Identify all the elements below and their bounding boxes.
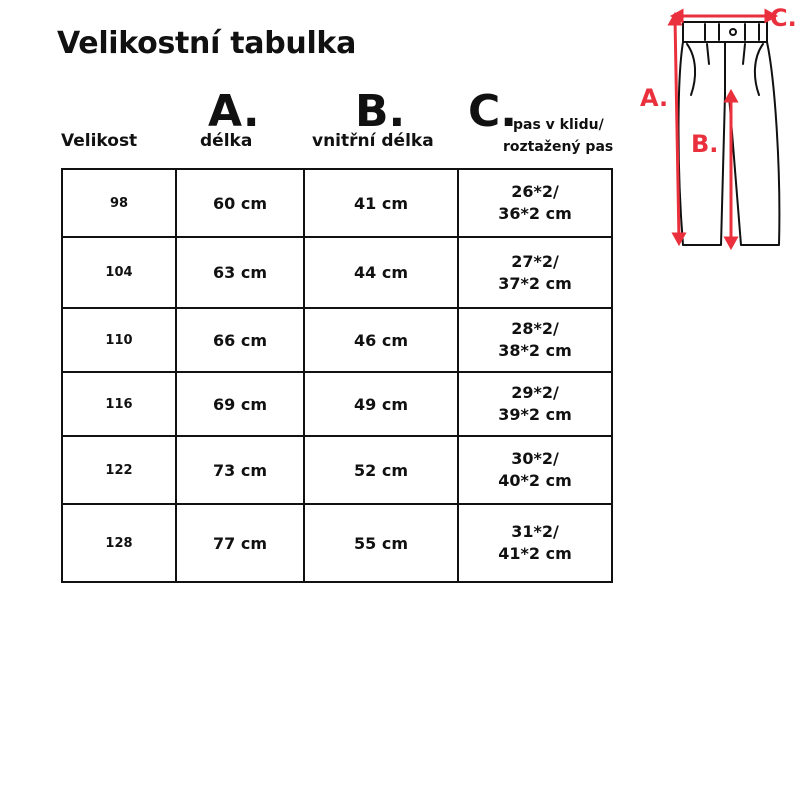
length-cell-value: 60 cm bbox=[213, 193, 267, 213]
waist-value: 39*2 cm bbox=[498, 405, 572, 424]
length-cell-value: 63 cm bbox=[213, 263, 267, 282]
waist-cell bbox=[458, 504, 612, 582]
waist-value: 28*2/ bbox=[511, 319, 559, 338]
column-a-letter: A. bbox=[208, 86, 260, 137]
waist-value: 38*2 cm bbox=[498, 341, 572, 360]
table-row bbox=[62, 436, 612, 504]
length-cell bbox=[176, 504, 304, 582]
waist-value: 36*2 cm bbox=[498, 204, 572, 223]
column-b-header: vnitřní délka bbox=[312, 131, 434, 151]
size-cell bbox=[62, 436, 176, 504]
waist-cell bbox=[458, 169, 612, 237]
column-c-letter: C. bbox=[468, 86, 518, 137]
inner-length-cell-value: 41 cm bbox=[354, 193, 408, 213]
table-row bbox=[62, 504, 612, 582]
column-c-header-line1: pas v klidu/ bbox=[513, 117, 604, 133]
size-cell bbox=[62, 169, 176, 237]
inner-length-cell bbox=[304, 372, 458, 436]
inner-length-cell bbox=[304, 237, 458, 308]
table-row bbox=[62, 308, 612, 372]
column-c-header-line2: roztažený pas bbox=[503, 139, 614, 155]
size-cell-value: 116 bbox=[105, 396, 133, 412]
waist-value: 37*2 cm bbox=[498, 273, 572, 293]
length-cell-value: 69 cm bbox=[213, 394, 267, 414]
size-cell-value: 122 bbox=[105, 462, 133, 478]
waist-cell bbox=[458, 372, 612, 436]
diagram-label-b: B. bbox=[691, 130, 719, 158]
size-table bbox=[61, 168, 613, 583]
length-cell bbox=[176, 372, 304, 436]
inner-length-cell-value: 49 cm bbox=[354, 394, 408, 414]
size-cell-value: 98 bbox=[109, 195, 129, 211]
diagram-label-c: C. bbox=[770, 4, 797, 32]
table-row bbox=[62, 237, 612, 308]
inner-length-cell-value: 44 cm bbox=[354, 263, 408, 282]
page-title: Velikostní tabulka bbox=[57, 26, 357, 61]
waist-value: 29*2/ bbox=[511, 383, 559, 402]
waist-value: 41*2 cm bbox=[498, 544, 572, 563]
size-cell-value: 104 bbox=[105, 265, 133, 280]
table-row bbox=[62, 169, 612, 237]
waist-cell bbox=[458, 308, 612, 372]
size-cell bbox=[62, 504, 176, 582]
size-cell bbox=[62, 237, 176, 308]
size-cell bbox=[62, 372, 176, 436]
inner-length-cell-value: 55 cm bbox=[354, 533, 408, 553]
length-cell bbox=[176, 436, 304, 504]
waist-cell bbox=[458, 237, 612, 308]
table-row bbox=[62, 372, 612, 436]
inner-length-cell bbox=[304, 504, 458, 582]
inner-length-cell bbox=[304, 436, 458, 504]
inner-length-cell-value: 52 cm bbox=[354, 460, 408, 480]
length-cell-value: 77 cm bbox=[213, 533, 267, 553]
inner-length-cell-value: 46 cm bbox=[354, 330, 408, 350]
size-column-header: Velikost bbox=[61, 131, 138, 151]
waist-value: 30*2/ bbox=[511, 449, 559, 468]
inner-length-cell bbox=[304, 169, 458, 237]
diagram-label-a: A. bbox=[640, 84, 669, 112]
length-cell bbox=[176, 308, 304, 372]
length-cell-value: 66 cm bbox=[213, 330, 267, 350]
waist-value: 40*2 cm bbox=[498, 471, 572, 490]
waist-value: 27*2/ bbox=[511, 251, 559, 271]
inner-length-cell bbox=[304, 308, 458, 372]
column-a-header: délka bbox=[200, 131, 253, 151]
size-cell-value: 128 bbox=[105, 535, 133, 551]
column-b-letter: B. bbox=[355, 86, 406, 137]
waist-cell bbox=[458, 436, 612, 504]
waist-value: 31*2/ bbox=[511, 522, 559, 541]
size-cell-value: 110 bbox=[105, 332, 133, 348]
waist-value: 26*2/ bbox=[511, 182, 559, 201]
length-cell-value: 73 cm bbox=[213, 460, 267, 480]
size-cell bbox=[62, 308, 176, 372]
length-cell bbox=[176, 237, 304, 308]
length-cell bbox=[176, 169, 304, 237]
